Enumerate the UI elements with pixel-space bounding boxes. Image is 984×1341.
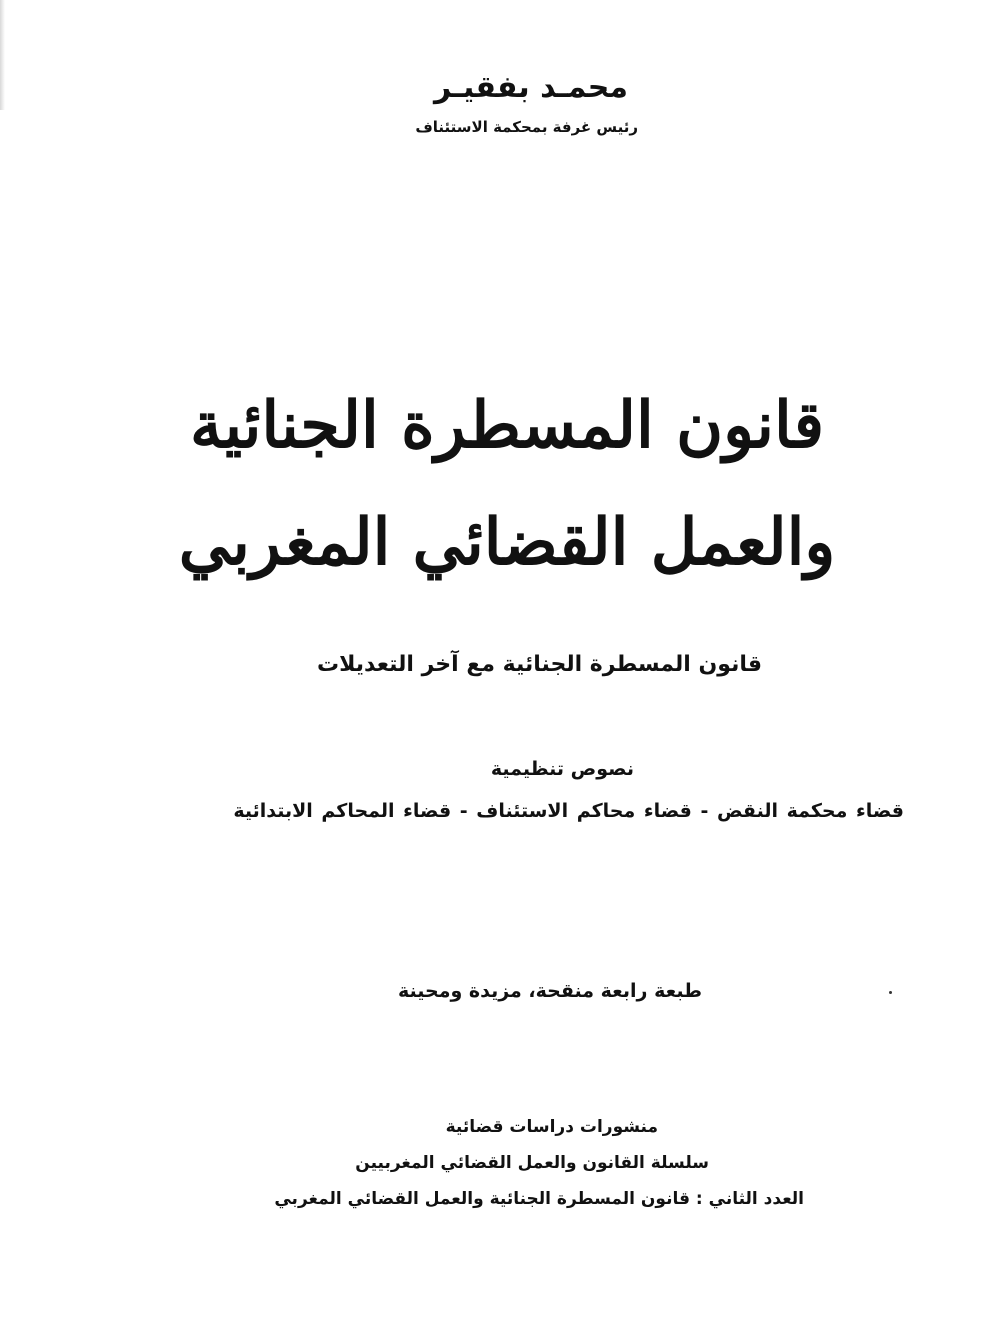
issue-line: العدد الثاني : قانون المسطرة الجنائية والعمل القضائي المغربي — [274, 1189, 804, 1209]
edition-note: طبعة رابعة منقحة، مزيدة ومحينة — [397, 980, 702, 1002]
publisher-line: منشورات دراسات قضائية — [445, 1117, 658, 1137]
author-name: محمـد بفقيـر — [434, 70, 628, 105]
courts-line: قضاء محكمة النقض - قضاء محاكم الاستئناف - قضاء المحاكم الابتدائية — [233, 800, 904, 822]
book-title-line-1: قانون المسطرة الجنائية — [189, 388, 825, 463]
series-line: سلسلة القانون والعمل القضائي المغربيين — [355, 1153, 709, 1173]
scan-edge-shadow — [0, 0, 5, 110]
author-role: رئيس غرفة بمحكمة الاستئناف — [415, 118, 638, 136]
book-subtitle: قانون المسطرة الجنائية مع آخر التعديلات — [316, 652, 762, 677]
scan-speck — [889, 991, 892, 994]
book-title-line-2: والعمل القضائي المغربي — [178, 505, 836, 580]
regulations-heading: نصوص تنظيمية — [490, 758, 634, 780]
